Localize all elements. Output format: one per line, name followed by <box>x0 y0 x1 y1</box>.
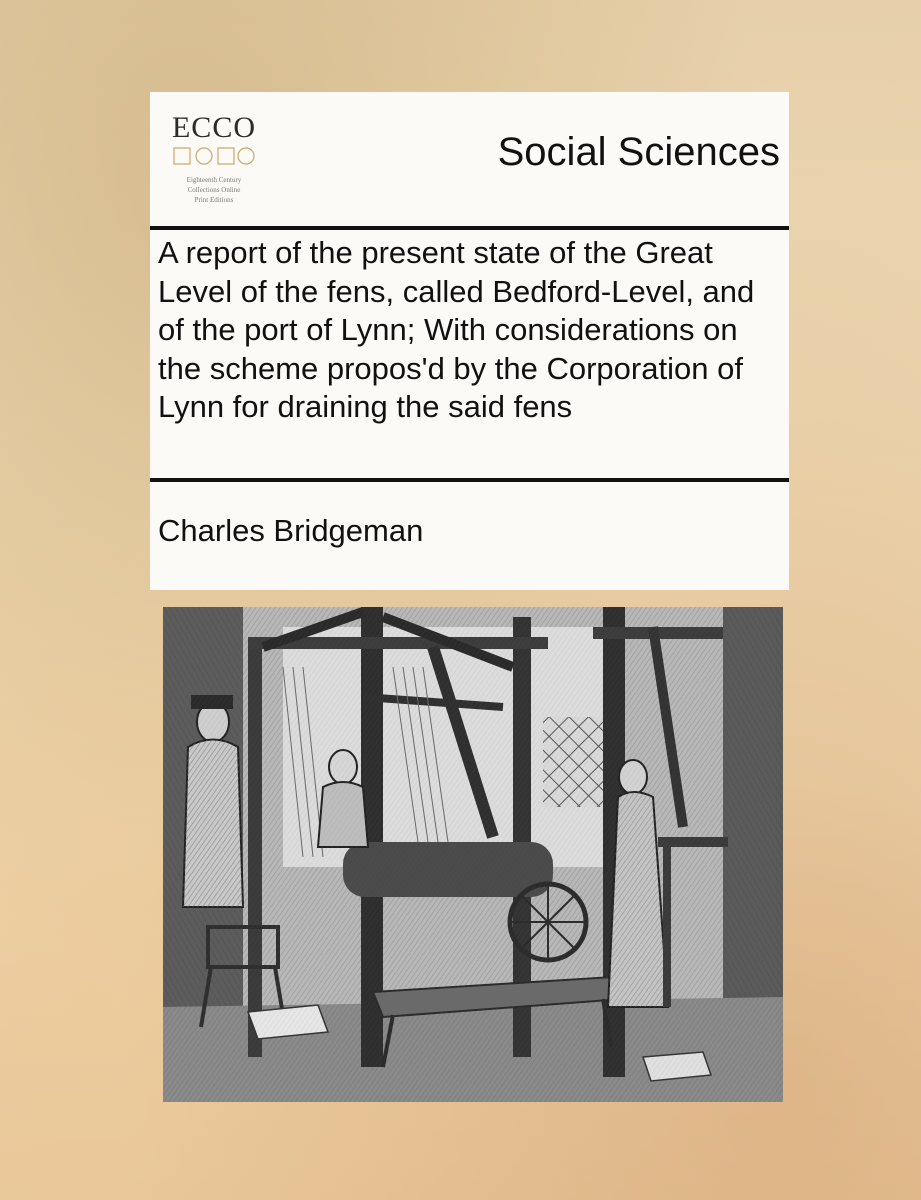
ecco-logo <box>166 108 262 212</box>
logo-subtitle-line: Print Editions <box>194 196 234 204</box>
logo-subtitle-line: Eighteenth Century <box>186 176 242 184</box>
divider-top <box>150 226 789 230</box>
logo-text: ECCO <box>171 111 256 144</box>
book-title: A report of the present state of the Great Level of the fens, called Bedford-Level, and of the port of Lynn; With considerations on the scheme propos'd by the Corporation of Lynn for draining the said fens <box>158 235 755 425</box>
series-label: Social Sciences <box>497 130 780 174</box>
book-author: Charles Bridgeman <box>158 513 424 548</box>
divider-bottom <box>150 478 789 482</box>
logo-subtitle-line: Collections Online <box>187 186 241 194</box>
loom-engraving <box>163 607 783 1102</box>
logo-ornament <box>172 146 256 166</box>
cover-illustration <box>163 607 783 1102</box>
